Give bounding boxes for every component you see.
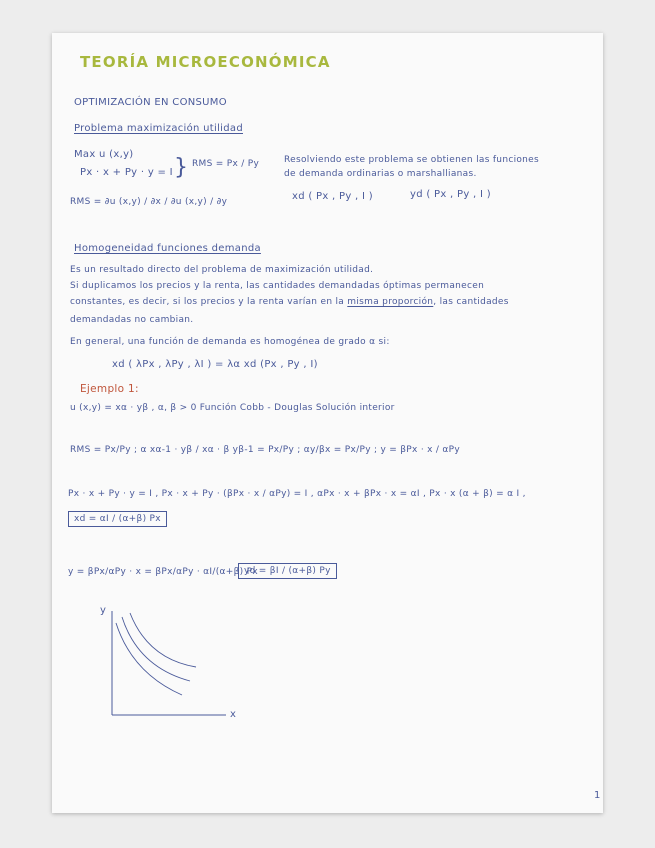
brace-glyph: } bbox=[174, 155, 189, 180]
indifference-curve-1 bbox=[116, 623, 182, 695]
x-demand-boxed: xd = αI / (α+β) Px bbox=[68, 511, 167, 527]
y-demand-function: yd ( Px , Py , I ) bbox=[410, 189, 491, 200]
same-proportion-underline: misma proporción bbox=[347, 297, 434, 307]
general-statement: En general, una función de demanda es homogénea de grado α si: bbox=[70, 337, 390, 347]
y-demand-boxed: yd = βI / (α+β) Py bbox=[238, 563, 337, 579]
example-utility: u (x,y) = xα · yβ , α, β > 0 Función Cobb - Douglas Solución interior bbox=[70, 403, 395, 413]
homogeneity-heading: Homogeneidad funciones demanda bbox=[74, 243, 261, 254]
graph-x-label: x bbox=[230, 709, 237, 720]
resolving-line-2: de demanda ordinarias o marshallianas. bbox=[284, 169, 477, 179]
paragraph-line-2: Si duplicamos los precios y la renta, las cantidades demandadas óptimas permanecen bbox=[70, 281, 485, 291]
page-title: TEORÍA MICROECONÓMICA bbox=[80, 53, 331, 71]
rms-condition: RMS = Px / Py bbox=[192, 159, 260, 169]
problem-heading: Problema maximización utilidad bbox=[74, 123, 243, 134]
graph-y-label: y bbox=[100, 605, 107, 616]
notebook-page bbox=[52, 33, 603, 813]
indifference-curves-sketch bbox=[92, 603, 232, 723]
paragraph-line-3b: , las cantidades bbox=[433, 297, 509, 307]
budget-substitution: Px · x + Py · y = I , Px · x + Py · (βPx · x / αPy) = I , αPx · x + βPx · x = αI , Px · x (α + β) = α I , bbox=[68, 489, 526, 499]
indifference-curve-3 bbox=[130, 613, 196, 667]
rms-chain: RMS = Px/Py ; α xα-1 · yβ / xα · β yβ-1 = Px/Py ; αy/βx = Px/Py ; y = βPx · x / αPy bbox=[70, 445, 461, 455]
paragraph-line-4: demandadas no cambian. bbox=[70, 315, 194, 325]
section-heading: OPTIMIZACIÓN EN CONSUMO bbox=[74, 97, 227, 108]
example-label: Ejemplo 1: bbox=[80, 383, 139, 395]
paragraph-line-1: Es un resultado directo del problema de maximización utilidad. bbox=[70, 265, 374, 275]
resolving-line-1: Resolviendo este problema se obtienen las funciones bbox=[284, 155, 540, 165]
paragraph-line-3a: constantes, es decir, si los precios y la renta varían en la bbox=[70, 297, 345, 307]
budget-constraint: Px · x + Py · y = I bbox=[80, 167, 173, 178]
y-substitution: y = βPx/αPy · x = βPx/αPy · αI/(α+β) Px bbox=[68, 567, 258, 577]
rms-definition: RMS = ∂u (x,y) / ∂x / ∂u (x,y) / ∂y bbox=[70, 197, 228, 207]
indifference-curve-2 bbox=[122, 617, 190, 681]
x-demand-function: xd ( Px , Py , I ) bbox=[292, 191, 373, 202]
paragraph-line-3 bbox=[70, 297, 509, 307]
max-line: Max u (x,y) bbox=[74, 149, 134, 160]
page-number: 1 bbox=[594, 790, 601, 801]
homogeneity-formula: xd ( λPx , λPy , λI ) = λα xd (Px , Py , I) bbox=[112, 359, 318, 370]
